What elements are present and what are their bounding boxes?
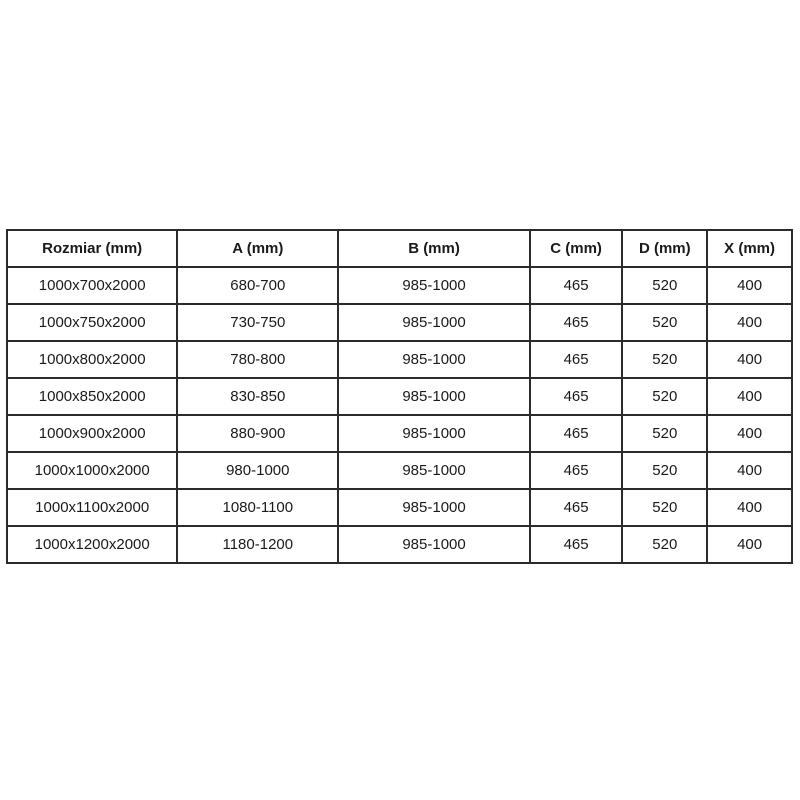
table-cell: 980-1000 [177,452,338,489]
table-cell: 465 [530,526,623,563]
table-cell: 520 [622,341,707,378]
table-cell: 1000x750x2000 [7,304,177,341]
table-cell: 985-1000 [338,341,530,378]
table-cell: 1000x1200x2000 [7,526,177,563]
table-cell: 400 [707,415,792,452]
table-cell: 730-750 [177,304,338,341]
table-cell: 1000x850x2000 [7,378,177,415]
table-cell: 465 [530,415,623,452]
table-head [7,230,792,267]
table-cell: 520 [622,304,707,341]
column-header: Rozmiar (mm) [7,230,177,267]
table-row [7,452,792,489]
table-cell: 1080-1100 [177,489,338,526]
table-cell: 985-1000 [338,489,530,526]
table-cell: 1000x1000x2000 [7,452,177,489]
table-cell: 400 [707,489,792,526]
table-cell: 400 [707,341,792,378]
table-cell: 985-1000 [338,378,530,415]
table-row [7,267,792,304]
table-cell: 520 [622,378,707,415]
table-cell: 1000x700x2000 [7,267,177,304]
table-cell: 465 [530,489,623,526]
table-cell: 400 [707,267,792,304]
column-header: X (mm) [707,230,792,267]
table-cell: 520 [622,526,707,563]
table-row [7,304,792,341]
header-row [7,230,792,267]
table-cell: 400 [707,304,792,341]
table-row [7,526,792,563]
table-row [7,341,792,378]
table-cell: 465 [530,452,623,489]
table-cell: 1000x1100x2000 [7,489,177,526]
table-row [7,415,792,452]
table-row [7,378,792,415]
table-cell: 1000x800x2000 [7,341,177,378]
table-cell: 465 [530,341,623,378]
table-cell: 400 [707,452,792,489]
table-cell: 1000x900x2000 [7,415,177,452]
table-cell: 465 [530,267,623,304]
table-cell: 1180-1200 [177,526,338,563]
table-cell: 985-1000 [338,304,530,341]
table-body [7,267,792,563]
dimensions-table [6,229,793,564]
column-header: C (mm) [530,230,623,267]
table-row [7,489,792,526]
table-cell: 465 [530,304,623,341]
table-cell: 400 [707,526,792,563]
table-cell: 680-700 [177,267,338,304]
table-cell: 465 [530,378,623,415]
table-cell: 880-900 [177,415,338,452]
table-cell: 520 [622,415,707,452]
table-cell: 985-1000 [338,415,530,452]
table-cell: 985-1000 [338,526,530,563]
dimensions-table-wrap [6,229,793,564]
table-cell: 520 [622,452,707,489]
table-cell: 830-850 [177,378,338,415]
table-cell: 400 [707,378,792,415]
table-cell: 520 [622,489,707,526]
table-cell: 985-1000 [338,452,530,489]
column-header: A (mm) [177,230,338,267]
table-cell: 520 [622,267,707,304]
column-header: D (mm) [622,230,707,267]
table-cell: 985-1000 [338,267,530,304]
column-header: B (mm) [338,230,530,267]
table-cell: 780-800 [177,341,338,378]
